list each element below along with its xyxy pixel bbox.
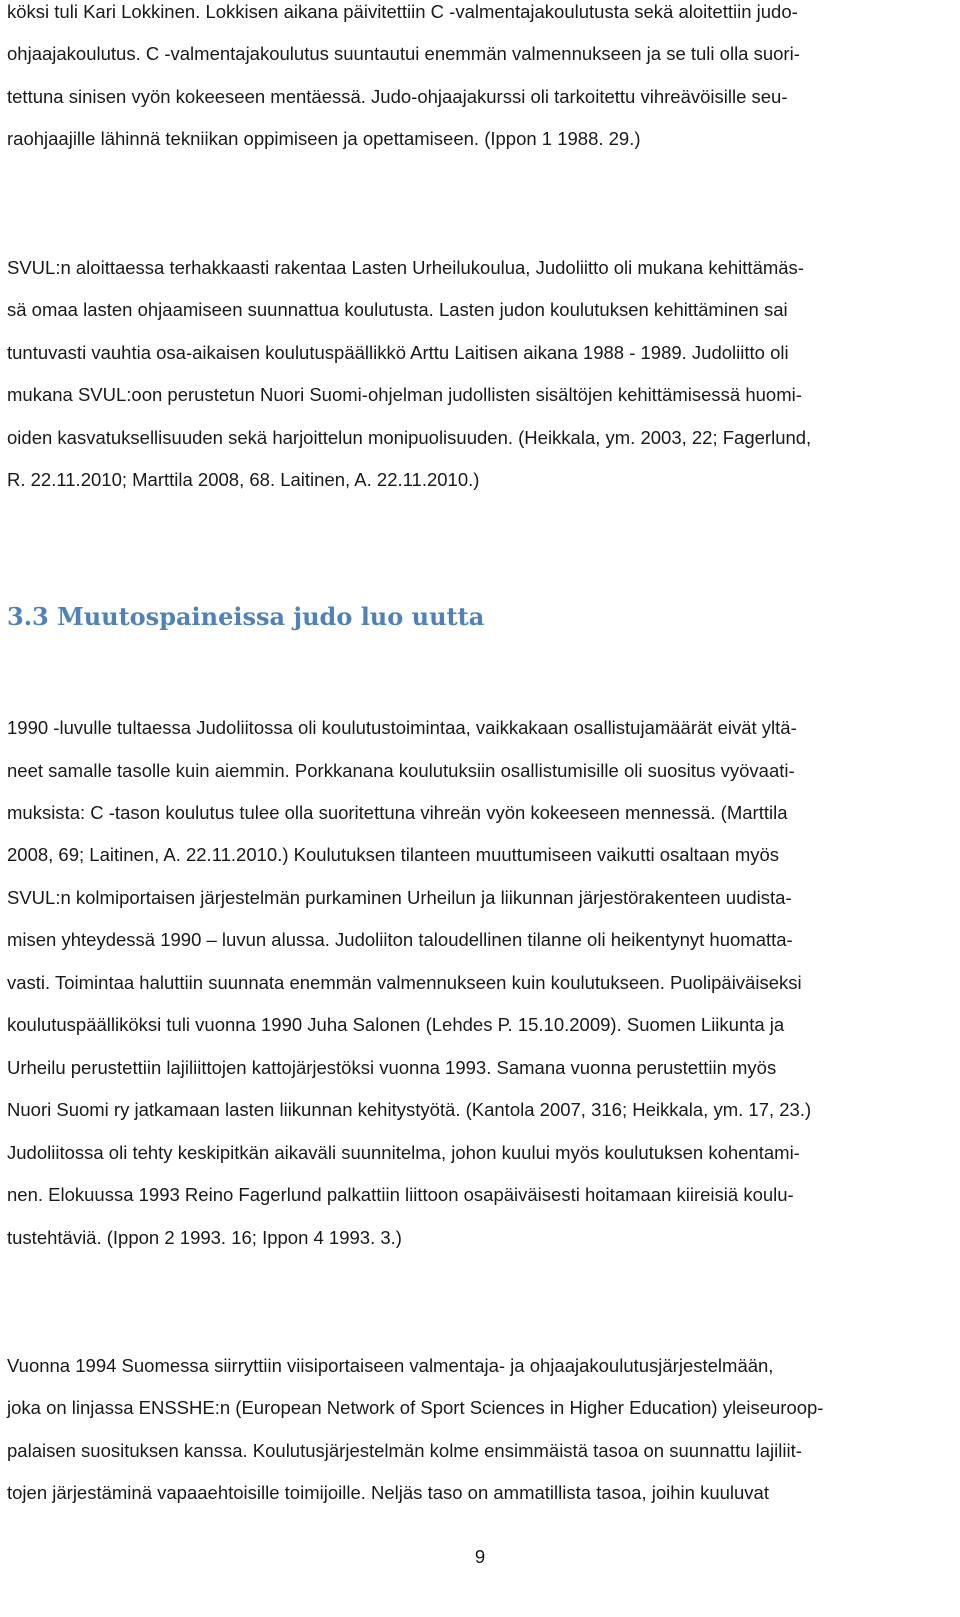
paragraph-1-line-3: tettuna sinisen vyön kokeeseen mentäessä. Judo-ohjaajakurssi oli tarkoitettu vihreävöisille seu- [7, 86, 788, 107]
paragraph-3-line-8: koulutuspäälliköksi tuli vuonna 1990 Juha Salonen (Lehdes P. 15.10.2009). Suomen Liikunta ja [7, 1014, 785, 1035]
paragraph-3-line-2: neet samalle tasolle kuin aiemmin. Porkkanana koulutuksiin osallistumisille oli suositus vyövaati- [7, 760, 795, 781]
paragraph-3-line-1: 1990 -luvulle tultaessa Judoliitossa oli koulutustoimintaa, vaikkakaan osallistujamäärät eivät yltä- [7, 717, 797, 738]
paragraph-4-line-2: joka on linjassa ENSSHE:n (European Network of Sport Sciences in Higher Education) yleiseuroop- [7, 1397, 824, 1418]
paragraph-3-line-4: 2008, 69; Laitinen, A. 22.11.2010.) Koulutuksen tilanteen muuttumiseen vaikutti osaltaan myös [7, 844, 780, 865]
paragraph-3-line-6: misen yhteydessä 1990 – luvun alussa. Judoliiton taloudellinen tilanne oli heikentynyt huomatta- [7, 929, 793, 950]
paragraph-2-line-6: R. 22.11.2010; Marttila 2008, 68. Laitinen, A. 22.11.2010.) [7, 469, 480, 490]
paragraph-3-line-9: Urheilu perustettiin lajiliittojen kattojärjestöksi vuonna 1993. Samana vuonna perustettiin myös [7, 1057, 777, 1078]
paragraph-3-line-10: Nuori Suomi ry jatkamaan lasten liikunnan kehitystyötä. (Kantola 2007, 316; Heikkala, ym. 17, 23.) [7, 1099, 812, 1120]
paragraph-2-line-4: mukana SVUL:oon perustetun Nuori Suomi-ohjelman judollisten sisältöjen kehittämisessä huomi- [7, 384, 802, 405]
paragraph-2-line-3: tuntuvasti vauhtia osa-aikaisen koulutuspäällikkö Arttu Laitisen aikana 1988 - 1989. Judoliitto oli [7, 342, 789, 363]
paragraph-4-line-3: palaisen suosituksen kanssa. Koulutusjärjestelmän kolme ensimmäistä tasoa on suunnattu lajiliit- [7, 1440, 802, 1461]
paragraph-3-line-5: SVUL:n kolmiportaisen järjestelmän purkaminen Urheilun ja liikunnan järjestörakenteen uudista- [7, 887, 792, 908]
paragraph-3-line-11: Judoliitossa oli tehty keskipitkän aikaväli suunnitelma, johon kuului myös koulutuksen kohentami- [7, 1142, 800, 1163]
paragraph-1-line-4: raohjaajille lähinnä tekniikan oppimiseen ja opettamiseen. (Ippon 1 1988. 29.) [7, 128, 641, 149]
paragraph-4-line-4: tojen järjestäminä vapaaehtoisille toimijoille. Neljäs taso on ammatillista tasoa, joihin kuuluvat [7, 1482, 769, 1503]
paragraph-2-line-1: SVUL:n aloittaessa terhakkaasti rakentaa Lasten Urheilukoulua, Judoliitto oli mukana kehittämäs- [7, 257, 804, 278]
section-heading [7, 601, 484, 633]
paragraph-1-line-2: ohjaajakoulutus. C -valmentajakoulutus suuntautui enemmän valmennukseen ja se tuli olla suori- [7, 43, 800, 64]
paragraph-3-line-13: tustehtäviä. (Ippon 2 1993. 16; Ippon 4 1993. 3.) [7, 1227, 402, 1248]
paragraph-2-line-2: sä omaa lasten ohjaamiseen suunnattua koulutusta. Lasten judon koulutuksen kehittäminen sai [7, 299, 788, 320]
paragraph-3-line-3: muksista: C -tason koulutus tulee olla suoritettuna vihreän vyön kokeeseen mennessä. (Marttila [7, 802, 788, 823]
page-number: 9 [474, 1546, 486, 1567]
paragraph-4-line-1: Vuonna 1994 Suomessa siirryttiin viisiportaiseen valmentaja- ja ohjaajakoulutusjärjestelmään, [7, 1355, 774, 1376]
section-heading-title: Muutospaineissa judo luo uutta [57, 602, 485, 631]
paragraph-3-line-7: vasti. Toimintaa haluttiin suunnata enemmän valmennukseen kuin koulutukseen. Puolipäiväiseksi [7, 972, 802, 993]
paragraph-3-line-12: nen. Elokuussa 1993 Reino Fagerlund palkattiin liittoon osapäiväisesti hoitamaan kiireisiä koulu- [7, 1184, 794, 1205]
paragraph-2-line-5: oiden kasvatuksellisuuden sekä harjoittelun monipuolisuuden. (Heikkala, ym. 2003, 22; Fagerlund, [7, 427, 812, 448]
section-heading-number: 3.3 [7, 602, 49, 631]
paragraph-1-line-1: köksi tuli Kari Lokkinen. Lokkisen aikana päivitettiin C -valmentajakoulutusta sekä aloitettiin judo- [7, 1, 798, 22]
